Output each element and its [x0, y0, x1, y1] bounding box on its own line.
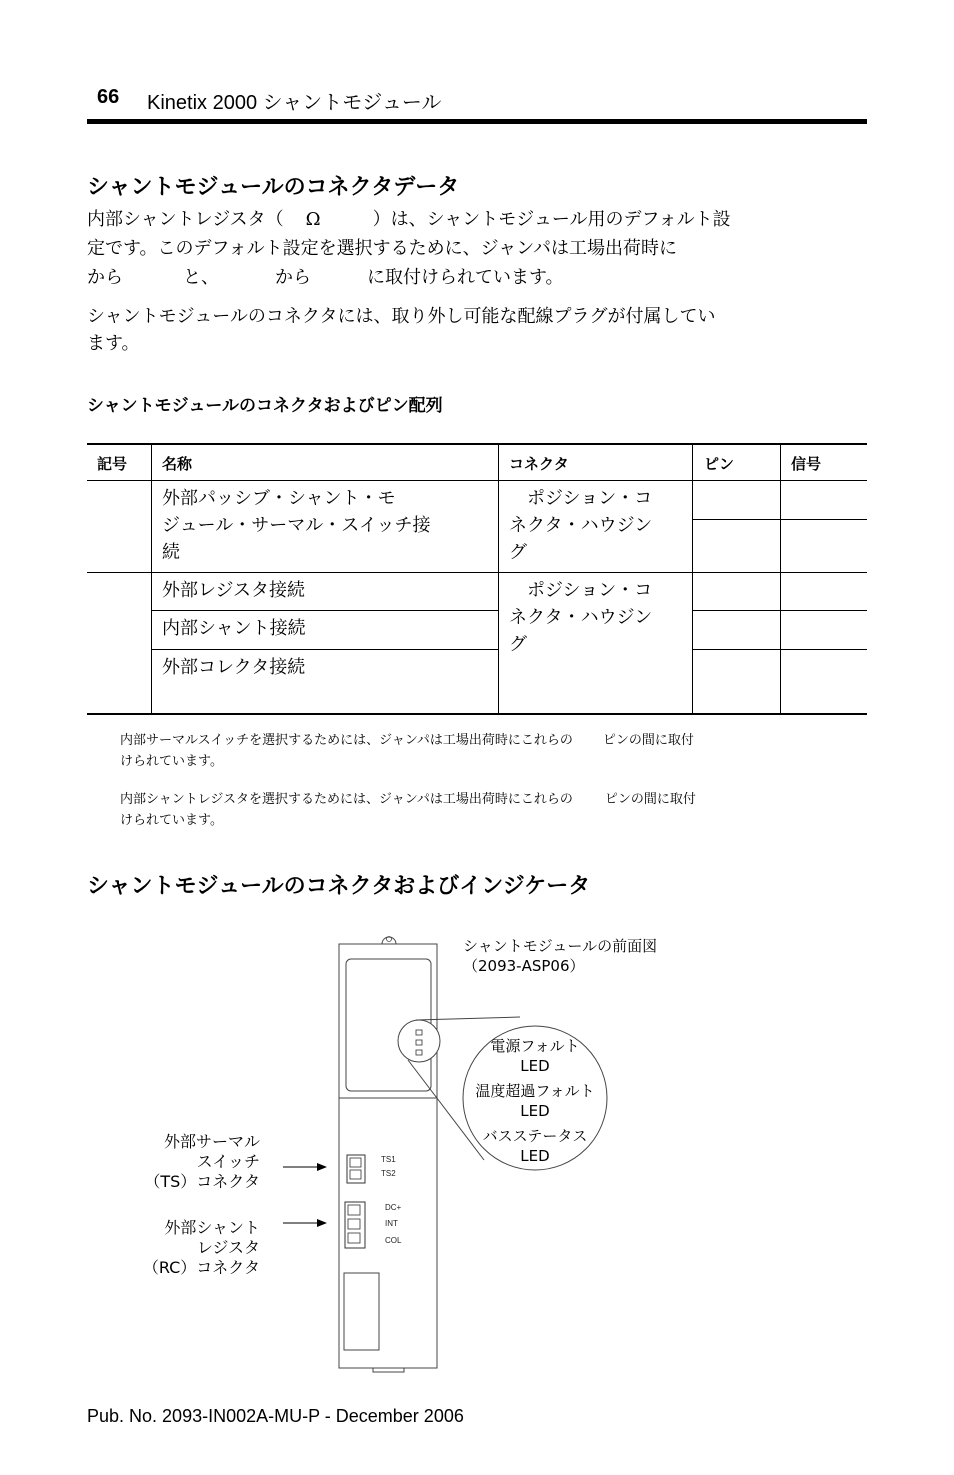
cell-line: グ: [509, 634, 527, 655]
ts-connector-pin: [350, 1158, 361, 1167]
para2-line1: シャントモジュールのコネクタには、取り外し可能な配線プラグが付属してい: [87, 306, 716, 327]
power-fault-led-label: [463, 1036, 607, 1076]
ts-connector-label: [110, 1132, 260, 1192]
text: ピンの間に取付: [604, 792, 696, 807]
cell-line: グ: [509, 542, 527, 563]
publication-footer: Pub. No. 2093-IN002A-MU-P - December 2006: [87, 1406, 464, 1426]
pin-label-ts1: TS1: [381, 1155, 396, 1164]
text: と、: [183, 267, 219, 288]
label-line: 外部シャント: [164, 1218, 260, 1237]
rc-connector-pin: [348, 1205, 360, 1215]
ts-arrow-head: [317, 1163, 327, 1171]
text: 内部サーマルスイッチを選択するためには、ジャンパは工場出荷時にこれらの: [120, 733, 573, 748]
section-heading-connector-data: シャントモジュールのコネクタデータ: [87, 175, 460, 200]
cell-line: ポジション・コ: [527, 580, 653, 601]
col-header-symbol: 記号: [97, 455, 128, 473]
pin-label-int: INT: [385, 1219, 398, 1228]
pin-label-ts2: TS2: [381, 1169, 396, 1178]
text: から: [275, 267, 311, 288]
ts-connector-pin: [350, 1170, 361, 1179]
col-header-name: 名称: [162, 455, 193, 473]
cell-line: ネクタ・ハウジン: [509, 515, 653, 536]
text: ピンの間に取付: [602, 733, 694, 748]
cell-line: ネクタ・ハウジン: [509, 607, 653, 628]
label-line: バスステータス: [482, 1127, 588, 1145]
section-heading-connectors-indicators: シャントモジュールのコネクタおよびインジケータ: [87, 874, 591, 899]
rc-connector-label: [110, 1218, 260, 1278]
pin-label-dc: DC+: [385, 1203, 402, 1212]
table-caption: シャントモジュールのコネクタおよびピン配列: [87, 396, 443, 416]
rc-connector-pin: [348, 1219, 360, 1229]
text: ）は、シャントモジュール用のデフォルト設: [372, 209, 731, 230]
table-cell-name: 外部コレクタ接続: [162, 657, 306, 678]
label-line: 電源フォルト: [490, 1037, 580, 1055]
ohm-symbol: Ω: [305, 209, 321, 230]
label-line: （2093-ASP06）: [463, 957, 585, 975]
label-line: LED: [520, 1057, 550, 1075]
overtemp-fault-led-label: [463, 1081, 607, 1121]
text: 内部シャントレジスタ（: [87, 209, 284, 230]
table-cell-name: 内部シャント接続: [162, 618, 306, 639]
note-line: けられています。: [120, 813, 223, 828]
label-line: （RC）コネクタ: [142, 1258, 260, 1277]
cell-line: 外部パッシブ・シャント・モ: [162, 488, 396, 509]
module-bottom-notch: [373, 1368, 404, 1372]
label-line: LED: [520, 1102, 550, 1120]
label-line: スイッチ: [196, 1152, 260, 1171]
cell-line: ポジション・コ: [527, 488, 653, 509]
label-line: 温度超過フォルト: [475, 1082, 595, 1100]
label-line: レジスタ: [196, 1238, 260, 1257]
para2-line2: ます。: [87, 333, 140, 354]
pin-label-col: COL: [385, 1236, 402, 1245]
cell-line: 続: [162, 542, 180, 563]
note-line: けられています。: [120, 754, 223, 769]
page-number: 66: [97, 86, 120, 108]
text: に取付けられています。: [367, 267, 564, 288]
label-line: シャントモジュールの前面図: [463, 937, 658, 955]
label-line: LED: [520, 1147, 550, 1165]
label-line: 外部サーマル: [163, 1132, 260, 1151]
bus-status-led-label: [463, 1126, 607, 1166]
para1-line2: 定です。このデフォルト設定を選択するために、ジャンパは工場出荷時に: [87, 238, 678, 259]
label-line: （TS）コネクタ: [144, 1172, 260, 1191]
zoom-line-top: [416, 1017, 520, 1020]
module-top-knob: [382, 937, 396, 944]
text: 内部シャントレジスタを選択するためには、ジャンパは工場出荷時にこれらの: [120, 792, 573, 807]
table-cell-name: 外部レジスタ接続: [162, 580, 306, 601]
col-header-signal: 信号: [791, 455, 822, 473]
front-view-title: [463, 936, 657, 976]
col-header-connector: コネクタ: [509, 455, 569, 473]
running-header-title: Kinetix 2000 シャントモジュール: [147, 92, 442, 114]
text: から: [87, 267, 123, 288]
led-zoom-source: [398, 1020, 440, 1062]
col-header-pin: ピン: [704, 455, 735, 473]
rc-arrow-head: [317, 1219, 327, 1227]
rc-connector-pin: [348, 1233, 360, 1243]
module-label-area: [344, 1273, 379, 1350]
cell-line: ジュール・サーマル・スイッチ接: [162, 515, 431, 536]
